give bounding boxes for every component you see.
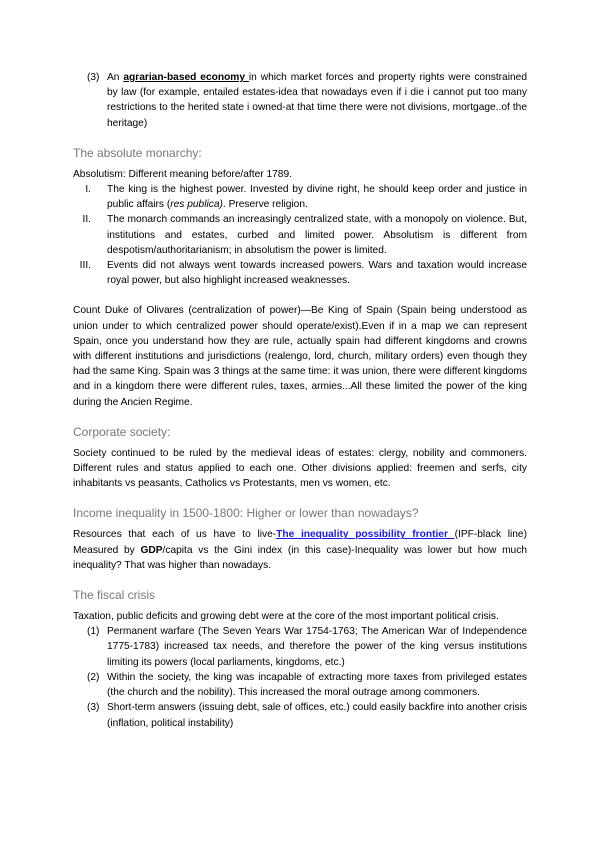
- section-heading: Income inequality in 1500-1800: Higher or lower than nowadays?: [73, 506, 419, 521]
- text: The king is the highest power. Invested by divine right, he should keep order and justice in public affairs (: [107, 184, 527, 211]
- list-item: [73, 670, 527, 700]
- list-marker: (2): [87, 671, 100, 683]
- list-marker: (1): [87, 626, 100, 638]
- paragraph: [73, 527, 527, 573]
- text: Resources that each of us have to live-: [73, 529, 277, 541]
- list-marker: II.: [82, 214, 91, 226]
- emphasis-term: agrarian-based economy: [123, 72, 249, 83]
- paragraph: Absolutism: Different meaning before/after 1789.: [73, 168, 292, 180]
- section-heading: The fiscal crisis: [73, 588, 156, 603]
- text: Short-term answers (issuing debt, sale of offices, etc.) could easily backfire into another crisis (inflation, political instability): [107, 702, 527, 729]
- list-item: [73, 624, 527, 670]
- bold-text: GDP: [140, 544, 163, 556]
- section-heading: The absolute monarchy:: [73, 145, 202, 160]
- list-marker: (3): [87, 702, 100, 714]
- list-item: [73, 700, 527, 730]
- text: Events did not always went towards increased powers. Wars and taxation would increase royal power, but also highlight increased weaknesses.: [107, 260, 527, 287]
- list-marker: III.: [79, 260, 91, 272]
- list-item: [73, 70, 527, 131]
- paragraph: Taxation, public deficits and growing debt were at the core of the most important political crisis.: [73, 611, 499, 623]
- italic-text: res publica): [170, 199, 223, 211]
- text: . Preserve religion.: [222, 199, 308, 211]
- text: Permanent warfare (The Seven Years War 1754-1763; The American War of Independence 1775-1783) increased tax needs, and therefore the power of the king versus institutions limiting its powers (local parliaments, kingdoms, etc.): [107, 626, 527, 668]
- text: /capita vs the Gini index (in this case)-Inequality was lower but how much inequality? That was higher than nowadays.: [73, 544, 527, 571]
- text: (IPF-black line) Measured by: [73, 529, 527, 556]
- list-item: [73, 182, 527, 212]
- paragraph: Society continued to be ruled by the medieval ideas of estates: clergy, nobility and commoners. Different rules and status applied to each one. Other divisions applied: freemen and serfs, city inhabitants vs peasants, Catholics vs Protestants, men vs women, etc.: [73, 447, 527, 490]
- text: in which market forces and property rights were constrained by law (for example, entailed estates-idea that nowadays even if i die i cannot put too many restrictions to the herited state i owned-at that time there were not divisions, mortgage..of the heritage): [107, 72, 527, 129]
- inequality-frontier-link[interactable]: The inequality possibility frontier: [276, 529, 455, 541]
- text: Within the society, the king was incapable of extracting more taxes from privileged estates (the church and the nobility). This increased the moral outrage among commoners.: [107, 671, 527, 699]
- list-item: [73, 212, 527, 258]
- text: An: [107, 72, 124, 83]
- list-item: [73, 258, 527, 288]
- document-page: [73, 0, 527, 731]
- paragraph: Count Duke of Olivares (centralization of power)—Be King of Spain (Spain being understood as union under to which centralized power should operate/exist).Even if in a map we can represent Spain, once you understand how they are rule, actually spain had different kingdoms and crowns with different institutions and jurisdictions (realengo, lord, church, military orders) even though they had the same King. Spain was 3 things at the same time: it was union, there were different kingdoms and in a kingdom there were different rules, taxes, armies...All these limited the power of the king during the Ancien Regime.: [73, 305, 527, 408]
- section-heading: Corporate society:: [73, 424, 171, 439]
- list-marker: I.: [85, 184, 91, 196]
- list-marker: (3): [87, 72, 100, 83]
- text: The monarch commands an increasingly centralized state, with a monopoly on violence. But, institutions and estates, curbed and limited power. Absolutism is different from despotism/authoritarianism; in absolutism the power is limited.: [107, 214, 527, 256]
